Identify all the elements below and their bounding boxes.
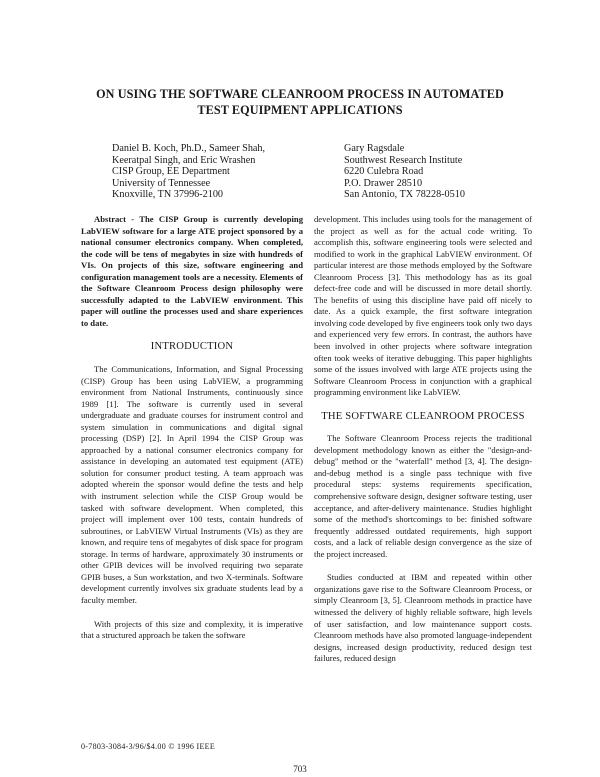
abstract-text: - The CISP Group is currently developing LabVIEW software for a large ATE project sponsored by a national consumer electronics company. When completed, the code will be tens of megabytes in size with hundreds of VIs. On projects of this size, software engineering and configuration management tools are a necessity. Elements of the Software Cleanroom Process design philosophy were successfully adapted to the LabVIEW environment. This paper will outline the processes used and share experiences to date.	[81, 214, 303, 328]
affiliation-line: CISP Group, EE Department	[112, 166, 230, 178]
affiliation-line: P.O. Drawer 28510	[344, 177, 423, 189]
affiliation-line: Southwest Research Institute	[344, 154, 463, 166]
copyright-notice: 0-7803-3084-3/96/$4.00 © 1996 IEEE	[81, 742, 216, 751]
title-line-1: ON USING THE SOFTWARE CLEANROOM PROCESS IN AUTOMATED	[96, 87, 504, 101]
author-line: Keeratpal Singh, and Eric Wrashen	[112, 154, 256, 166]
authors-left	[112, 143, 265, 201]
affiliation-line: 6220 Culebra Road	[344, 166, 424, 178]
cleanroom-paragraph-2: Studies conducted at IBM and repeated within other organizations gave rise to the Software Cleanroom Process, or simply Cleanroom [3, 5]. Cleanroom methods in practice have witnessed the delivery of highly reliable software, high levels of user satisfaction, and low maintenance support costs. Cleanroom methods have also promoted language-independent designs, increased design productivity, reduced design test failures, reduced design	[314, 572, 532, 664]
affiliation-line: University of Tennessee	[112, 177, 211, 189]
author-line: Daniel B. Koch, Ph.D., Sameer Shah,	[112, 143, 266, 154]
introduction-heading: INTRODUCTION	[150, 341, 234, 353]
cleanroom-heading: THE SOFTWARE CLEANROOM PROCESS	[321, 410, 525, 422]
abstract	[81, 214, 303, 329]
body-paragraph-continued: development. This includes using tools for the management of the project as well as for the actual code writing. To accomplish this, software engineering tools were selected and modified to work in the graphical LabVIEW environment. Of particular interest are those methods employed by the Software Cleanroom Process [3]. This methodology has as its goal defect-free code and will be discussed in more detail shortly. The benefits of using this discipline have paid off nicely to date. As a quick example, the first software integration involving code developed by five engineers took only two days and experienced very few errors. In contrast, the authors have been involved in other projects where software integration often took weeks of iterative debugging. This paper highlights some of the issues involved with large ATE projects using the Software Cleanroom Process in conjunction with a graphical programming environment like LabVIEW.	[314, 214, 532, 398]
affiliation-line: San Antonio, TX 78228-0510	[344, 189, 465, 201]
left-column	[81, 214, 303, 642]
authors-right	[344, 143, 465, 201]
page-number: 703	[293, 764, 307, 774]
right-column	[314, 214, 532, 665]
author-line: Gary Ragsdale	[344, 143, 405, 154]
cleanroom-paragraph-1: The Software Cleanroom Process rejects the traditional development methodology known as either the "design-and-debug" method or the "waterfall" method [3, 4]. The design-and-debug method is a single pass technique with five procedural steps: systems requirements specification, comprehensive software design, designer software testing, user acceptance, and after-delivery maintenance. Studies highlight some of the method's shortcomings to be: finished software frequently addressed outdated requirements, high support costs, and a lack of reliable design convergence as the size of the project increased.	[314, 433, 532, 559]
affiliation-line: Knoxville, TN 37996-2100	[112, 189, 224, 201]
introduction-paragraph-1: The Communications, Information, and Signal Processing (CISP) Group has been using LabVIEW, a programming environment from National Instruments, continuously since 1989 [1]. The software is currently used in several undergraduate and graduate courses for instrument control and system simulation in communications and digital signal processing (DSP) [2]. In April 1994 the CISP Group was approached by a national consumer electronics company for assistance in developing an automated test equipment (ATE) solution for consumer product testing. A team approach was adopted wherein the sponsor would define the tests and help with instrument selection while the CISP Group would be tasked with software development. When completed, this project will implement over 100 tests, contain hundreds of subroutines, or LabVIEW Virtual Instruments (VIs) as they are known, and require tens of megabytes of disk space for program storage. In terms of hardware, approximately 30 instruments or other GPIB devices will be involved requiring two separate GPIB buses, a Sun workstation, and two X-terminals. Software development currently involves six graduate students lead by a faculty member.	[81, 364, 303, 605]
introduction-paragraph-2: With projects of this size and complexity, it is imperative that a structured approach be taken the software	[81, 618, 303, 641]
paper-title	[40, 86, 560, 118]
abstract-label: Abstract	[94, 214, 126, 224]
title-line-2: TEST EQUIPMENT APPLICATIONS	[197, 103, 403, 117]
